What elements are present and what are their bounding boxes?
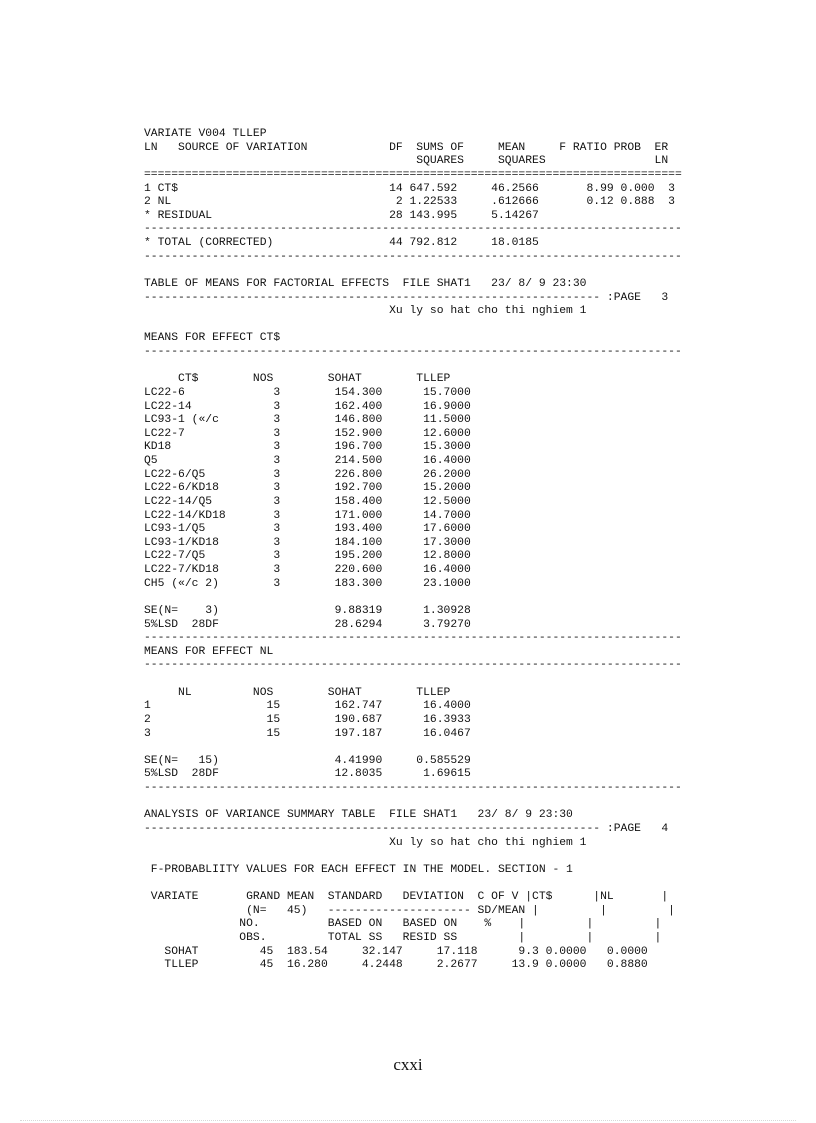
- output-line: LC22-7/KD18 3 220.600 16.4000: [144, 564, 471, 576]
- output-line: 5%LSD 28DF 12.8035 1.69615: [144, 768, 471, 781]
- output-line: -------------------------------------------------------------------------------: [144, 632, 682, 645]
- output-line: 1 CT$ 14 647.592 46.2566 8.99 0.000 3: [144, 182, 675, 195]
- page-number: cxxi: [393, 1055, 423, 1074]
- output-line: -------------------------------------------------------------------------------: [144, 223, 682, 236]
- output-line: LC22-14/KD18 3 171.000 14.7000: [144, 509, 471, 522]
- output-line: LC93-1/KD18 3 184.100 17.3000: [144, 536, 471, 549]
- output-line: VARIATE V004 TLLEP: [144, 128, 267, 140]
- output-line: SE(N= 15) 4.41990 0.585529: [144, 754, 471, 767]
- output-line: ANALYSIS OF VARIANCE SUMMARY TABLE FILE SHAT1 23/ 8/ 9 23:30: [144, 809, 573, 822]
- output-line: -------------------------------------------------------------------------------: [144, 250, 682, 263]
- output-line: -------------------------------------------------------------------------------: [144, 782, 682, 794]
- output-line: F-PROBABLIITY VALUES FOR EACH EFFECT IN THE MODEL. SECTION - 1: [144, 863, 573, 876]
- output-line: VARIATE GRAND MEAN STANDARD DEVIATION C OF V |CT$ |NL |: [144, 891, 669, 903]
- output-line: LC22-14/Q5 3 158.400 12.5000: [144, 495, 471, 508]
- output-line: CT$ NOS SOHAT TLLEP: [144, 373, 451, 386]
- output-line: LC22-6 3 154.300 15.7000: [144, 386, 471, 399]
- output-line: Xu ly so hat cho thi nghiem 1: [144, 305, 587, 318]
- output-line: ------------------------------------------------------------------- :PAGE 4: [144, 822, 669, 835]
- output-line: Q5 3 214.500 16.4000: [144, 455, 471, 467]
- output-line: * RESIDUAL 28 143.995 5.14267: [144, 209, 539, 222]
- output-line: 3 15 197.187 16.0467: [144, 727, 471, 740]
- output-line: MEANS FOR EFFECT CT$: [144, 332, 281, 345]
- output-line: TLLEP 45 16.280 4.2448 2.2677 13.9 0.0000 0.8880: [144, 959, 648, 972]
- output-line: (N= 45) --------------------- SD/MEAN | | |: [144, 904, 675, 917]
- output-line: SE(N= 3) 9.88319 1.30928: [144, 604, 471, 617]
- output-line: 2 NL 2 1.22533 .612666 0.12 0.888 3: [144, 196, 675, 209]
- output-line: Xu ly so hat cho thi nghiem 1: [144, 836, 587, 849]
- statistical-output-listing: [144, 128, 682, 973]
- output-line: MEANS FOR EFFECT NL: [144, 645, 274, 658]
- output-line: ------------------------------------------------------------------- :PAGE 3: [144, 291, 669, 304]
- output-line: TABLE OF MEANS FOR FACTORIAL EFFECTS FILE SHAT1 23/ 8/ 9 23:30: [144, 277, 587, 290]
- output-line: LC22-6/Q5 3 226.800 26.2000: [144, 468, 471, 481]
- output-line: NO. BASED ON BASED ON % | | |: [144, 918, 662, 931]
- output-line: SQUARES SQUARES LN: [144, 155, 669, 168]
- output-line: -------------------------------------------------------------------------------: [144, 659, 682, 672]
- output-line: * TOTAL (CORRECTED) 44 792.812 18.0185: [144, 237, 539, 249]
- output-line: LN SOURCE OF VARIATION DF SUMS OF MEAN F RATIO PROB ER: [144, 141, 669, 154]
- output-line: CH5 («/c 2) 3 183.300 23.1000: [144, 577, 471, 590]
- output-line: ===============================================================================: [144, 168, 682, 181]
- output-line: 2 15 190.687 16.3933: [144, 713, 471, 726]
- output-line: LC22-7/Q5 3 195.200 12.8000: [144, 550, 471, 563]
- output-line: -------------------------------------------------------------------------------: [144, 346, 682, 358]
- output-line: LC93-1 («/c 3 146.800 11.5000: [144, 414, 471, 427]
- output-line: LC22-6/KD18 3 192.700 15.2000: [144, 482, 471, 495]
- output-line: SOHAT 45 183.54 32.147 17.118 9.3 0.0000 0.0000: [144, 945, 648, 958]
- output-line: LC22-14 3 162.400 16.9000: [144, 400, 471, 413]
- output-line: 1 15 162.747 16.4000: [144, 700, 471, 713]
- output-line: 5%LSD 28DF 28.6294 3.79270: [144, 618, 471, 631]
- output-line: LC22-7 3 152.900 12.6000: [144, 427, 471, 440]
- output-line: OBS. TOTAL SS RESID SS | | |: [144, 931, 662, 944]
- output-line: KD18 3 196.700 15.3000: [144, 441, 471, 454]
- output-line: LC93-1/Q5 3 193.400 17.6000: [144, 523, 471, 536]
- page-bottom-divider: [20, 1120, 796, 1121]
- output-line: NL NOS SOHAT TLLEP: [144, 686, 451, 699]
